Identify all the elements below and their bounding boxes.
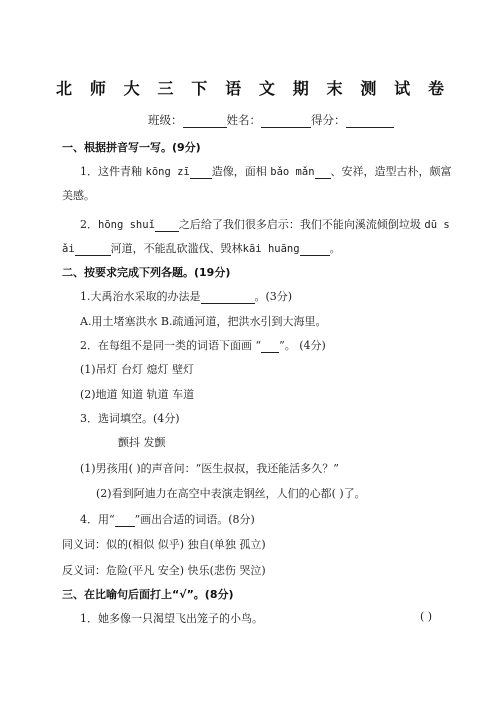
answer-blank[interactable] — [115, 514, 135, 527]
s2-question-3-item-2: (2)看到阿迪力在高空中表演走钢丝，人们的心都( )了。 — [96, 487, 366, 500]
class-blank[interactable] — [183, 115, 227, 128]
answer-blank[interactable] — [75, 243, 111, 256]
answer-blank[interactable] — [201, 291, 255, 304]
s2-question-4-synonyms: 同义词：似的(相似 似乎) 独自(单独 孤立) — [62, 538, 266, 551]
answer-blank[interactable] — [315, 166, 331, 179]
answer-blank[interactable] — [261, 340, 279, 353]
class-label: 班级： — [148, 113, 183, 127]
title-char: 大 — [123, 79, 140, 98]
name-label: 姓名： — [226, 113, 261, 127]
title-char: 三 — [157, 79, 174, 98]
title-char: 末 — [326, 79, 343, 98]
s1-question-1: 1．这件青釉 kōng zī 造像，面相 bǎo mǎn 、安祥，造型古朴，颇富 — [80, 165, 452, 178]
title-char: 试 — [394, 79, 411, 98]
exam-title — [56, 76, 444, 99]
s1-question-2: 2．hōng shuǐ 之后给了我们很多启示：我们不能向溪流倾倒垃圾 dū s — [80, 218, 450, 231]
s1-question-2-cont: ǎi 河道，不能乱砍滥伐、毁林kāi huāng 。 — [62, 242, 341, 255]
section-3-heading: 三、在比喻句后面打上“√”。(8分) — [62, 588, 234, 601]
answer-blank[interactable] — [155, 219, 179, 232]
title-char: 师 — [89, 79, 106, 98]
s2-question-2-row-2: (2)地道 知道 轨道 车道 — [80, 388, 195, 401]
title-char: 文 — [258, 79, 275, 98]
s1-question-1-cont: 美感。 — [62, 189, 95, 202]
title-char: 下 — [191, 79, 208, 98]
title-char: 测 — [360, 79, 377, 98]
title-char: 语 — [225, 79, 242, 98]
s2-question-4: 4．用“ ”画出合适的词语。(8分) — [80, 513, 255, 526]
title-char: 卷 — [427, 79, 444, 98]
s2-question-3-item-1: (1)男孩用( )的声音问：“医生叔叔，我还能活多久？” — [80, 462, 339, 475]
pinyin: hōng shuǐ — [98, 219, 155, 231]
s2-question-1: 1.大禹治水采取的办法是 。(3分) — [80, 290, 293, 303]
s2-question-1-options: A.用土堵塞洪水 B.疏通河道，把洪水引到大海里。 — [80, 315, 327, 328]
s2-question-3-words: 颤抖 发颤 — [118, 436, 166, 449]
s3-question-1: 1．她多像一只渴望飞出笼子的小鸟。 ( ) — [80, 610, 433, 625]
answer-blank[interactable] — [190, 166, 212, 179]
s2-question-3: 3．选词填空。(4分) — [80, 412, 180, 425]
answer-blank[interactable] — [300, 243, 330, 256]
student-info-row — [148, 112, 394, 128]
score-label: 得分： — [311, 113, 346, 127]
section-2-heading: 二、按要求完成下列各题。(19分) — [62, 266, 231, 279]
pinyin: dū s — [424, 219, 450, 231]
score-blank[interactable] — [346, 115, 394, 128]
pinyin: ǎi — [62, 243, 75, 255]
answer-parentheses[interactable]: ( ) — [420, 610, 433, 623]
title-char: 北 — [56, 79, 73, 98]
s2-question-4-antonyms: 反义词：危险(平凡 安全) 快乐(悲伤 哭泣) — [62, 564, 266, 577]
s2-question-2: 2．在每组不是同一类的词语下面画 “ ”。 (4分) — [80, 339, 326, 352]
title-char: 期 — [292, 79, 309, 98]
pinyin: bǎo mǎn — [270, 166, 315, 178]
section-1-heading: 一、根据拼音写一写。(9分) — [62, 141, 201, 154]
s2-question-2-row-1: (1)吊灯 台灯 熄灯 壁灯 — [80, 363, 195, 376]
pinyin: kāi huāng — [242, 243, 300, 255]
name-blank[interactable] — [261, 115, 311, 128]
pinyin: kōng zī — [145, 166, 190, 178]
